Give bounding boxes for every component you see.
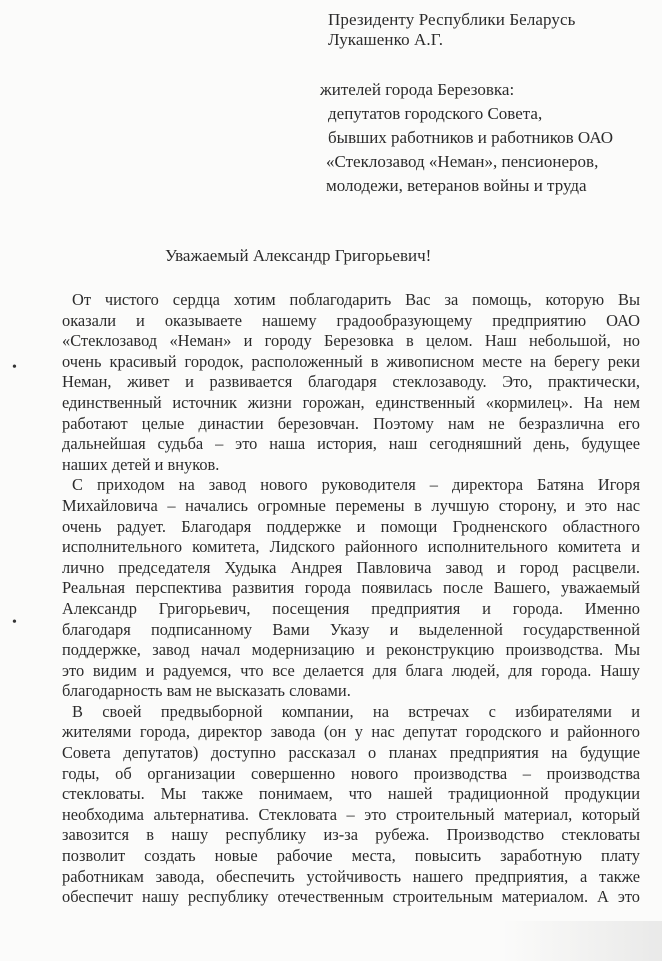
body-line: поддержке, завод начал модернизацию и реконструкцию производства. Мы — [62, 640, 640, 660]
body-line: обеспечит нашу республику отечественным строительным материалом. А это — [62, 887, 640, 907]
sender-block — [320, 78, 613, 198]
body-line: лично председателя Худыка Андрея Павловича завод и город расцвели. — [62, 557, 640, 577]
addressee-name: Лукашенко А.Г. — [328, 30, 444, 49]
sender-line: депутатов городского Совета, — [328, 104, 543, 123]
body-line: завозится в нашу республику из-за рубежа. Производство стекловаты — [62, 825, 640, 845]
body-line: работникам завода, обеспечить устойчивость нашего предприятия, а также — [62, 866, 640, 886]
body-line: благодаря подписанному Вами Указу и выделенной государственной — [62, 619, 640, 639]
body-line: это видим и радуемся, что все делается для блага людей, для города. Нашу — [62, 660, 640, 680]
body-line: благодарность вам не высказать словами. — [62, 681, 351, 701]
scan-shadow — [502, 921, 662, 961]
body-line: жителями города, директор завода (он у нас депутат городского и районного — [62, 722, 640, 742]
body-line: годы, об организации совершенно нового производства – производства — [62, 763, 640, 783]
body-line: стекловаты. Мы также понимаем, что нашей традиционной продукции — [62, 784, 640, 804]
letter-body — [62, 290, 640, 908]
addressee-title: Президенту Республики Беларусь — [328, 10, 576, 29]
body-line: единственный источник жизни горожан, единственный «кормилец». На нем — [62, 392, 640, 412]
body-line: наших детей и внуков. — [62, 454, 220, 474]
body-line: необходима альтернатива. Стекловата – это строительный материал, который — [62, 804, 640, 824]
body-line: работают целые династии березовчан. Поэтому нам не безразлична его — [62, 413, 640, 433]
body-line: позволит создать новые рабочие места, повысить заработную плату — [62, 846, 640, 866]
margin-mark: • — [12, 360, 17, 375]
body-line: исполнительного комитета, Лидского районного исполнительного комитета и — [62, 537, 640, 557]
body-line: Неман, живет и развивается благодаря стеклозаводу. Это, практически, — [62, 372, 640, 392]
body-line: дальнейшая судьба – это наша история, наш сегодняшний день, будущее — [62, 434, 640, 454]
body-line: «Стеклозавод «Неман» и городу Березовка в целом. Наш небольшой, но — [62, 331, 640, 351]
sender-line: молодежи, ветеранов войны и труда — [326, 176, 587, 195]
addressee-block — [328, 10, 576, 50]
body-line: оказали и оказываете нашему градообразующему предприятию ОАО — [62, 310, 640, 330]
body-line: очень красивый городок, расположенный в живописном месте на берегу реки — [62, 351, 640, 371]
body-line: Совета депутатов) доступно рассказал о планах предприятия на будущие — [62, 743, 640, 763]
sender-line: бывших работников и работников ОАО — [328, 128, 614, 147]
body-line: С приходом на завод нового руководителя – директора Батяна Игоря — [72, 475, 640, 495]
salutation: Уважаемый Александр Григорьевич! — [165, 246, 432, 265]
body-line: Александр Григорьевич, посещения предприятия и города. Именно — [62, 598, 640, 618]
body-line: От чистого сердца хотим поблагодарить Вас за помощь, которую Вы — [72, 290, 640, 309]
body-line: очень радует. Благодаря поддержке и помощи Гродненского областного — [62, 516, 640, 536]
sender-line: жителей города Березовка: — [320, 80, 515, 99]
body-line: Реальная перспектива развития города появилась после Вашего, уважаемый — [62, 578, 640, 598]
body-line: В своей предвыборной компании, на встречах с избирателями и — [72, 701, 640, 721]
margin-mark: • — [12, 615, 17, 630]
body-line: Михайловича – начались огромные перемены в лучшую сторону, и это нас — [62, 495, 640, 515]
sender-line: «Стеклозавод «Неман», пенсионеров, — [326, 152, 599, 171]
